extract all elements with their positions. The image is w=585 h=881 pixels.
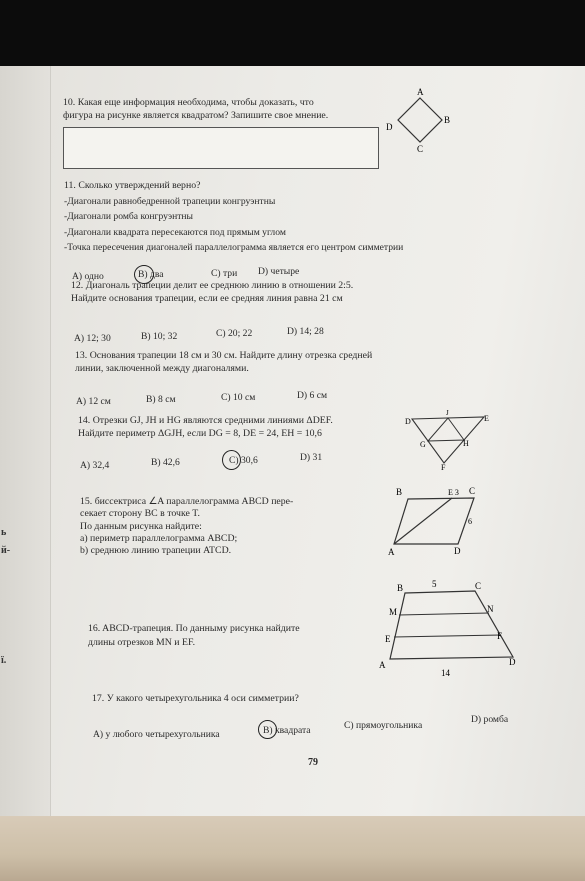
margin-char: й- (1, 545, 11, 556)
question-15-line: 15. биссектриса ∠A параллелограмма ABCD пере- (80, 496, 294, 507)
option-b[interactable]: B) 10; 32 (141, 331, 178, 342)
side-label: E 3 (448, 488, 459, 497)
vertex-label: H (463, 439, 469, 448)
statement: -Диагонали квадрата пересекаются под прямым углом (64, 226, 286, 238)
vertex-label: E (385, 634, 391, 644)
side-label: 5 (432, 579, 437, 589)
question-15-line: По данным рисунка найдите: (80, 520, 202, 532)
margin-char: ь (1, 527, 7, 538)
question-15-line: a) периметр параллелограмма ABCD; (80, 532, 238, 544)
option-a[interactable]: A) 12; 30 (74, 333, 111, 344)
vertex-label: F (497, 631, 503, 641)
question-11 (64, 180, 403, 255)
vertex-label: N (487, 604, 494, 614)
vertex-label: D (454, 546, 461, 556)
vertex-label: B (444, 115, 451, 125)
vertex-label: E (484, 414, 489, 423)
vertex-label: J (446, 409, 449, 417)
vertex-label: D (509, 657, 516, 667)
vertex-label: G (420, 440, 426, 449)
option-c[interactable]: C) 20; 22 (216, 328, 253, 339)
vertex-label: B (397, 583, 404, 593)
question-13-line: линии, заключенной между диагоналями. (75, 362, 249, 374)
question-17-title: 17. У какого четырехугольника 4 оси симметрии? (92, 693, 299, 704)
vertex-label: A (417, 87, 424, 97)
table-surface (0, 816, 585, 881)
answer-input-box[interactable] (63, 127, 379, 169)
adjacent-page-edge (0, 66, 51, 816)
square-figure (380, 86, 460, 156)
vertex-label: A (388, 547, 395, 557)
answer-circle-mark (222, 450, 241, 470)
question-13 (75, 350, 372, 375)
vertex-label: C (417, 144, 424, 154)
option-b[interactable]: B) 8 см (146, 394, 176, 405)
option-c[interactable]: C) три (211, 268, 238, 279)
question-14-line: 14. Отрезки GJ, JH и HG являются средними линиями ΔDEF. (78, 415, 333, 426)
question-10 (63, 97, 328, 122)
triangle-def-figure (400, 405, 495, 470)
option-d[interactable]: D) четыре (258, 266, 300, 277)
vertex-label: M (389, 607, 398, 617)
question-15-line: секает сторону BC в точке T. (80, 508, 200, 520)
vertex-label: F (441, 463, 446, 470)
option-a[interactable]: A) одно (72, 271, 104, 282)
statement: -Точка пересечения диагоналей параллелограмма является его центром симметрии (64, 242, 404, 253)
vertex-label: C (475, 581, 482, 591)
option-a[interactable]: A) 12 см (76, 396, 111, 407)
side-label: 14 (441, 668, 450, 678)
option-c[interactable]: C) 10 см (221, 392, 256, 403)
option-b[interactable]: B) квадрата (263, 725, 311, 736)
option-b[interactable]: B) 42,6 (151, 457, 180, 468)
vertex-label: A (379, 660, 386, 670)
question-15 (80, 496, 293, 557)
page-number: 79 (308, 757, 318, 768)
option-a[interactable]: A) 32,4 (80, 460, 110, 471)
option-c[interactable]: C) 30,6 (229, 455, 258, 466)
question-10-line: 10. Какая еще информация необходима, чтобы доказать, что (63, 97, 314, 108)
margin-char: ї. (1, 655, 7, 666)
parallelogram-figure (382, 482, 492, 562)
option-d[interactable]: D) ромба (471, 714, 509, 725)
question-10-line: фигура на рисунке является квадратом? Запишите свое мнение. (63, 109, 329, 121)
vertex-label: B (396, 487, 403, 497)
question-16-line: длины отрезков MN и EF. (88, 637, 196, 648)
option-d[interactable]: D) 14; 28 (287, 326, 324, 337)
question-11-title: 11. Сколько утверждений верно? (64, 180, 201, 191)
question-12-line: 12. Диагональ трапеции делит ее среднюю линию в отношении 2:5. (71, 280, 354, 291)
question-13-line: 13. Основания трапеции 18 см и 30 см. Найдите длину отрезка средней (75, 350, 373, 361)
trapezoid-figure (375, 575, 525, 685)
vertex-label: D (386, 122, 393, 132)
option-a[interactable]: A) у любого четырехугольника (93, 729, 220, 740)
question-16-line: 16. ABCD-трапеция. По данныму рисунка найдите (88, 623, 300, 634)
statement: -Диагонали ромба конгруэнтны (64, 211, 193, 222)
question-14-line: Найдите периметр ΔGJH, если DG = 8, DE = 24, EH = 10,6 (78, 427, 322, 439)
question-15-line: b) среднюю линию трапеции ATCD. (80, 545, 232, 557)
vertex-label: C (469, 486, 476, 496)
side-label: 6 (468, 517, 472, 526)
option-d[interactable]: D) 31 (300, 452, 323, 463)
question-14 (78, 415, 333, 440)
vertex-label: D (405, 417, 411, 426)
answer-circle-mark (258, 720, 277, 739)
option-d[interactable]: D) 6 см (297, 390, 328, 401)
option-c[interactable]: C) прямоугольника (344, 720, 423, 731)
question-12 (71, 280, 353, 305)
question-16 (88, 622, 300, 650)
question-12-line: Найдите основания трапеции, если ее средняя линия равна 21 см (71, 292, 343, 304)
statement: -Диагонали равнобедренной трапеции конгруэнтны (64, 195, 276, 207)
dark-background-top (0, 0, 585, 68)
option-b[interactable]: B) два (138, 269, 164, 280)
